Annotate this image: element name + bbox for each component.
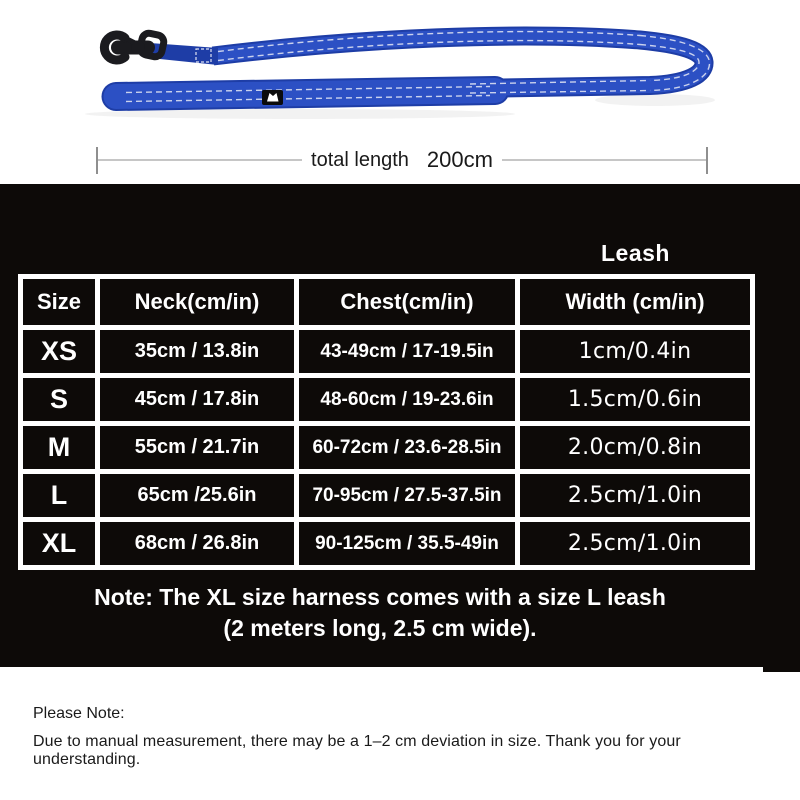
- table-cell: 2.0cm/0.8in: [520, 426, 750, 469]
- total-length-value: 200cm: [426, 147, 493, 172]
- header-cell-chest: Chest(cm/in): [299, 279, 515, 325]
- size-table: [18, 274, 755, 570]
- table-cell: 48-60cm / 19-23.6in: [299, 378, 515, 421]
- leash-column-label: Leash: [601, 240, 670, 266]
- please-note-title: Please Note:: [33, 705, 125, 722]
- table-cell: 2.5cm/1.0in: [520, 522, 750, 565]
- shadow: [85, 109, 515, 119]
- table-cell: 35cm / 13.8in: [100, 330, 294, 373]
- table-cell: 1cm/0.4in: [520, 330, 750, 373]
- total-length-label: total length: [311, 148, 409, 171]
- table-cell: 2.5cm/1.0in: [520, 474, 750, 517]
- header-cell-size: Size: [23, 279, 95, 325]
- table-cell: 70-95cm / 27.5-37.5in: [299, 474, 515, 517]
- table-cell: XL: [23, 522, 95, 565]
- dimension-left-line: [98, 159, 302, 161]
- shadow: [595, 94, 715, 106]
- dimension-right-tick: [706, 147, 708, 174]
- size-note-line1: Note: The XL size harness comes with a size L leash: [94, 584, 666, 610]
- table-cell: XS: [23, 330, 95, 373]
- table-cell: 1.5cm/0.6in: [520, 378, 750, 421]
- table-cell: 60-72cm / 23.6-28.5in: [299, 426, 515, 469]
- table-cell: 45cm / 17.8in: [100, 378, 294, 421]
- table-cell: 65cm /25.6in: [100, 474, 294, 517]
- size-note-line2: (2 meters long, 2.5 cm wide).: [223, 615, 537, 642]
- table-cell: 43-49cm / 17-19.5in: [299, 330, 515, 373]
- length-dimension: [96, 146, 708, 174]
- table-cell: M: [23, 426, 95, 469]
- table-cell: 55cm / 21.7in: [100, 426, 294, 469]
- panel-edge-artifact: [763, 667, 800, 672]
- header-cell-width: Width (cm/in): [520, 279, 750, 325]
- table-cell: 68cm / 26.8in: [100, 522, 294, 565]
- dimension-right-line: [502, 159, 706, 161]
- dog-logo-tag-icon: [262, 90, 283, 105]
- table-cell: L: [23, 474, 95, 517]
- header-cell-neck: Neck(cm/in): [100, 279, 294, 325]
- table-cell: S: [23, 378, 95, 421]
- size-note: [0, 582, 760, 644]
- size-chart-panel: [0, 184, 800, 667]
- disclaimer-text: Due to manual measurement, there may be a 1–2 cm deviation in size. Thank you for your understanding.: [33, 733, 681, 768]
- table-cell: 90-125cm / 35.5-49in: [299, 522, 515, 565]
